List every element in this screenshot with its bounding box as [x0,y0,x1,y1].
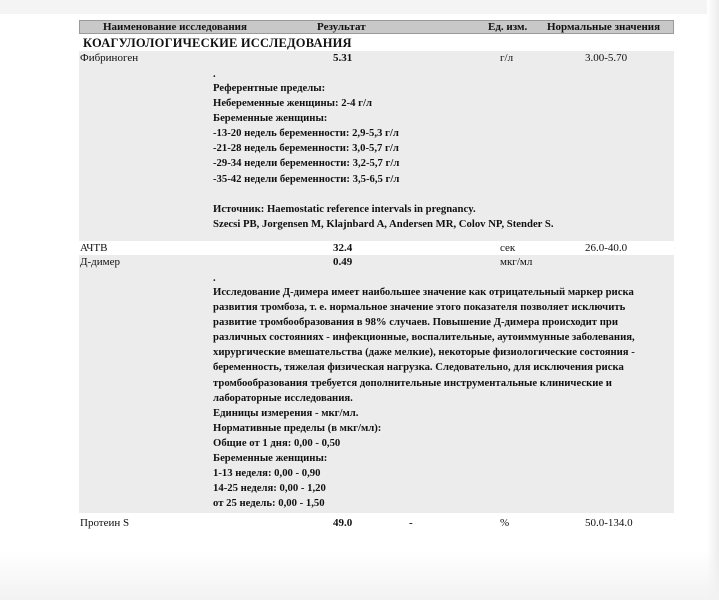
note-line: -29-34 недели беременности: 3,2-5,7 г/л [213,157,400,170]
note-line: Беременные женщины: [213,112,328,125]
test-value: 5.31 [333,52,353,64]
note-line: от 25 недель: 0,00 - 1,50 [213,497,325,510]
test-reference: 50.0-134.0 [585,517,633,530]
note-line: различных состояниях - инфекционные, воспалительные, аутоиммунные заболевания, [213,331,635,344]
table-row [79,255,674,269]
test-name: АЧТВ [80,241,108,254]
note-line: Референтные пределы: [213,82,326,94]
test-name: Протеин S [80,517,130,530]
note-line: Источник: Haemostatic reference intervals in pregnancy. [213,202,476,215]
note-line: развитие тромбообразования в 98% случаев. Повышение Д-димера происходит при [213,316,618,329]
page-edge-shadow [707,0,719,600]
test-reference: 3.00-5.70 [585,52,628,64]
test-note [79,269,674,513]
note-line: -13-20 недель беременности: 2,9-5,3 г/л [213,127,399,140]
table-row [79,51,674,65]
header-unit: Ед. изм. [488,21,528,33]
note-line: Единицы измерения - мкг/мл. [213,406,359,419]
header-result: Результат [317,21,366,33]
test-name: Д-димер [80,255,120,268]
test-unit: сек [500,241,516,254]
note-line: -35-42 недели беременности: 3,5-6,5 г/л [213,172,400,185]
screen-top-bar [0,0,719,14]
note-line: -21-28 недель беременности: 3,0-5,7 г/л [213,142,399,155]
test-value: 32.4 [333,241,353,254]
note-line: лабораторные исследования. [213,391,353,404]
note-line: беременность, тяжелая физическая нагрузка. Следовательно, для исключения риска [213,361,624,374]
test-value: 0.49 [333,255,353,268]
header-name: Наименование исследования [103,21,247,33]
test-unit: % [500,517,510,530]
note-line: Нормативные пределы (в мкг/мл): [213,421,382,434]
test-reference: 26.0-40.0 [585,241,628,254]
test-unit: мкг/мл [500,255,533,268]
table-row [79,516,674,530]
note-line: Беременные женщины: [213,451,328,464]
note-line: Исследование Д-димера имеет наибольшее значение как отрицательный маркер риска [213,285,634,298]
table-row [79,241,674,255]
header-reference: Нормальные значения [547,21,661,33]
note-line: Небеременные женщины: 2-4 г/л [213,97,372,110]
note-marker: . [213,271,216,284]
test-note [79,65,674,241]
note-line: Szecsi PB, Jorgensen M, Klajnbard A, Andersen MR, Colov NP, Stender S. [213,217,554,230]
note-line: хирургические вмешательства (даже мелкие), некоторые физиологические состояния - [213,346,635,359]
note-line: 1-13 неделя: 0,00 - 0,90 [213,467,321,480]
note-line: развития тромбоза, т. е. нормальное значение этого показателя позволяет исключить [213,301,626,314]
note-line: Общие от 1 дня: 0,00 - 0,50 [213,436,341,449]
note-line [213,187,670,202]
result-block-fibrinogen [79,51,674,241]
note-line: 14-25 неделя: 0,00 - 1,20 [213,482,326,495]
section-title: КОАГУЛОЛОГИЧЕСКИЕ ИССЛЕДОВАНИЯ [83,36,352,50]
page-bottom-shadow [0,550,719,600]
note-line: тромбообразования требуется дополнительные инструментальные клинические и [213,376,612,389]
table-header [79,20,674,34]
test-unit: г/л [500,52,514,64]
test-flag: - [409,517,413,530]
test-value: 49.0 [333,517,353,530]
note-marker: . [213,68,216,80]
result-block-d-dimer [79,255,674,513]
lab-results-table [79,20,674,530]
test-name: Фибриноген [80,52,139,64]
